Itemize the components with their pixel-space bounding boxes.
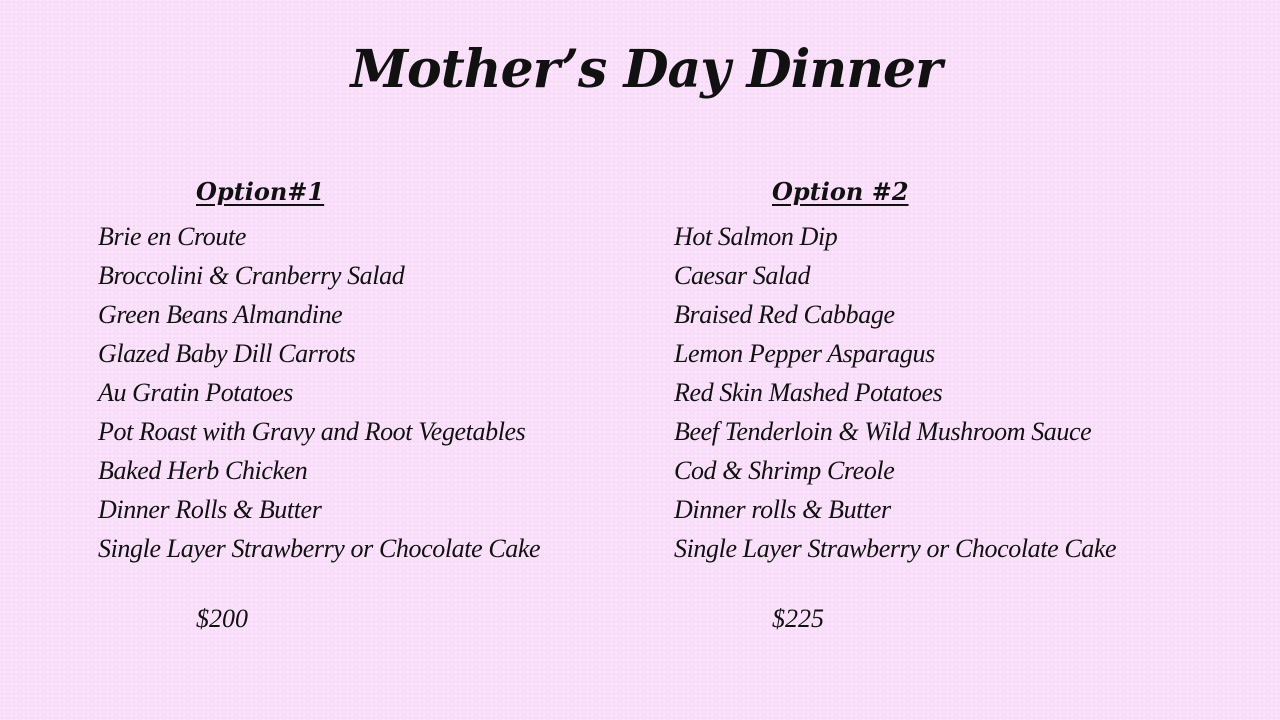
menu-item: Braised Red Cabbage [674, 300, 895, 329]
menu-item: Dinner Rolls & Butter [98, 495, 322, 524]
menu-item: Cod & Shrimp Creole [674, 456, 895, 485]
menu-item: Au Gratin Potatoes [98, 378, 294, 407]
menu-item: Baked Herb Chicken [98, 456, 308, 485]
menu-item: Single Layer Strawberry or Chocolate Cake [98, 534, 541, 563]
menu-item: Hot Salmon Dip [674, 222, 838, 251]
menu-item: Single Layer Strawberry or Chocolate Cake [674, 534, 1117, 563]
menu-item: Dinner rolls & Butter [674, 495, 891, 524]
page-title: Mother’s Day Dinner [350, 39, 942, 100]
menu-item: Broccolini & Cranberry Salad [98, 261, 405, 290]
menu-item-list [674, 217, 1116, 568]
menu-item: Caesar Salad [674, 261, 811, 290]
menu-item: Pot Roast with Gravy and Root Vegetables [98, 417, 526, 446]
menu-item: Lemon Pepper Asparagus [674, 339, 935, 368]
menu-item: Green Beans Almandine [98, 300, 343, 329]
option-price: $200 [196, 604, 248, 633]
option-price: $225 [772, 604, 824, 633]
menu-item: Beef Tenderloin & Wild Mushroom Sauce [674, 417, 1092, 446]
menu-item-list [98, 217, 540, 568]
option-heading: Option #2 [772, 177, 909, 206]
menu-item: Glazed Baby Dill Carrots [98, 339, 356, 368]
menu-item: Brie en Croute [98, 222, 246, 251]
option-heading: Option#1 [196, 177, 325, 206]
menu-item: Red Skin Mashed Potatoes [674, 378, 943, 407]
